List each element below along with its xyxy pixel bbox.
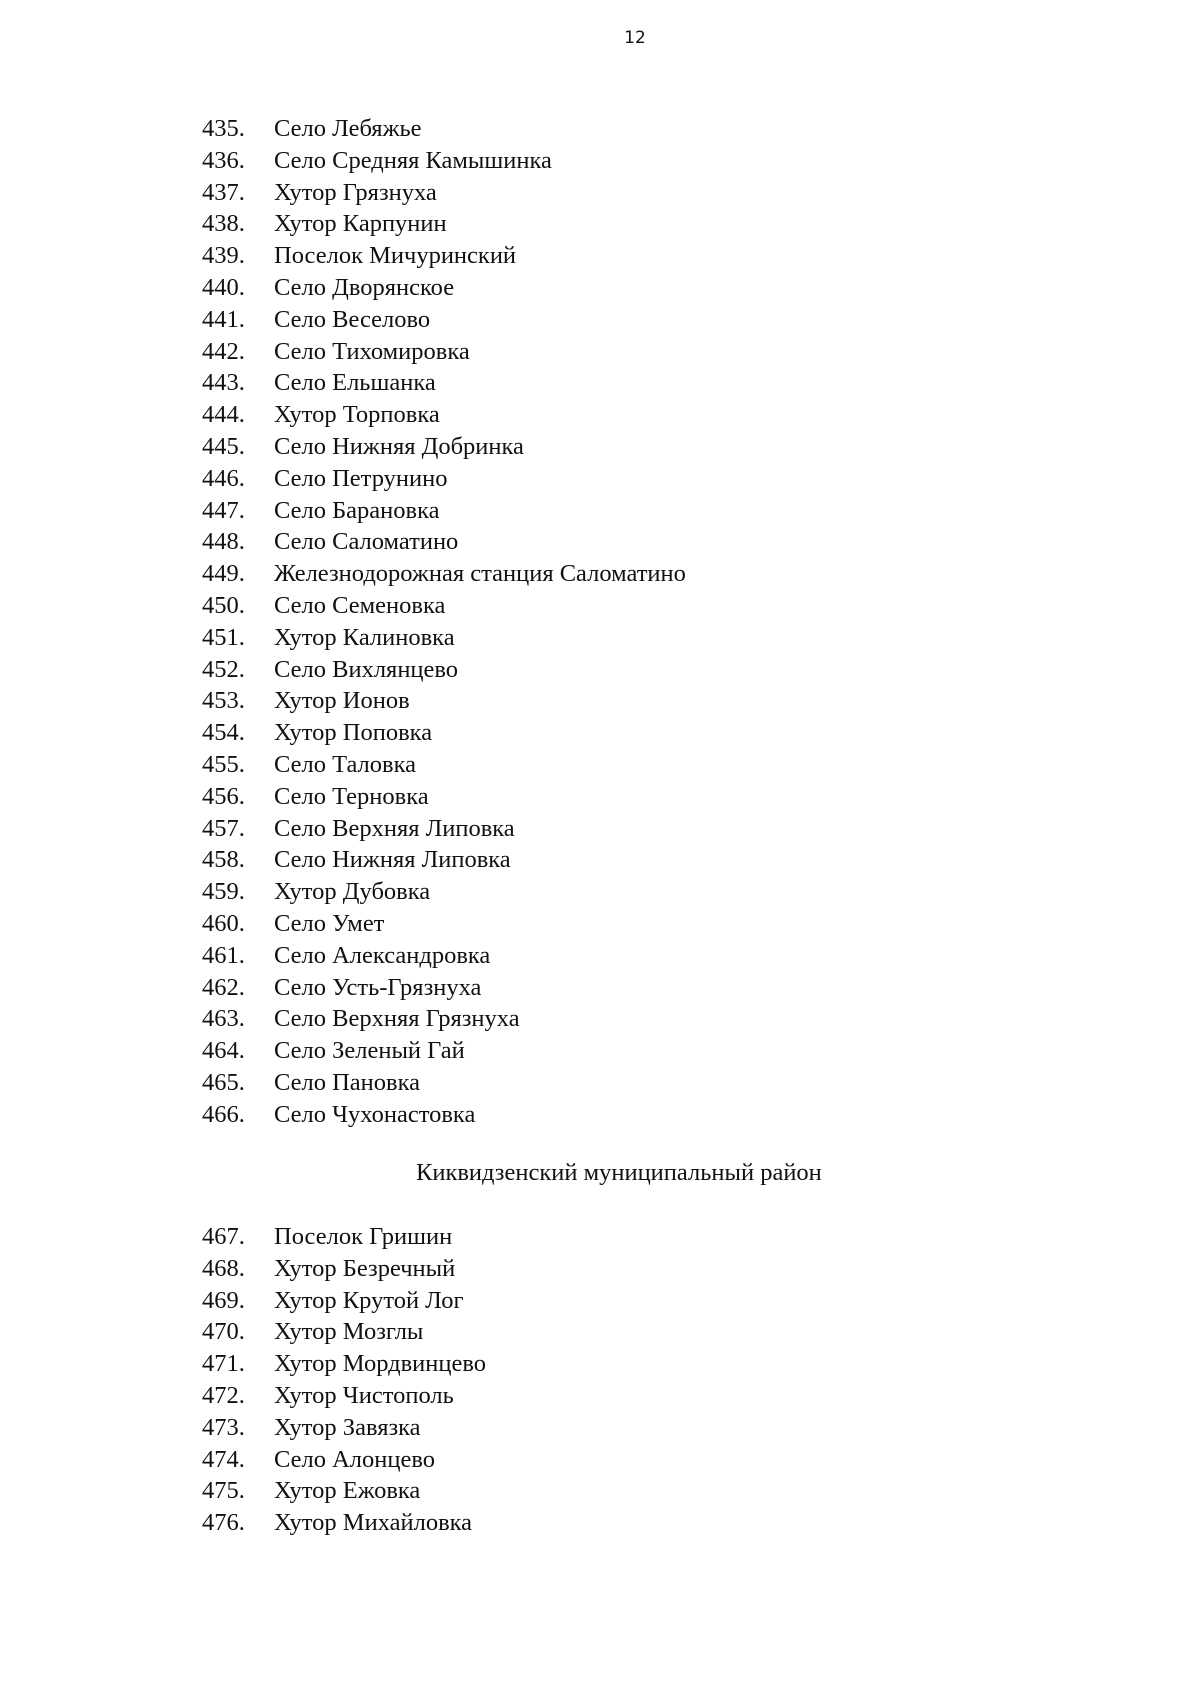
item-number: 447. <box>202 496 245 524</box>
list-item <box>202 272 686 304</box>
list-item <box>202 781 686 813</box>
settlement-name: Железнодорожная станция Саломатино <box>274 560 686 588</box>
item-number: 475. <box>202 1477 245 1505</box>
list-item <box>202 1348 486 1380</box>
item-number: 469. <box>202 1286 245 1314</box>
list-item <box>202 431 686 463</box>
list-item <box>202 1475 486 1507</box>
list-item <box>202 844 686 876</box>
settlement-name: Хутор Безречный <box>274 1254 456 1282</box>
item-number: 455. <box>202 750 245 778</box>
settlement-name: Село Верхняя Липовка <box>274 814 515 842</box>
settlement-name: Хутор Дубовка <box>274 878 431 906</box>
settlement-name: Хутор Калиновка <box>274 623 455 651</box>
settlement-name: Село Алонцево <box>274 1445 436 1473</box>
item-number: 458. <box>202 846 245 874</box>
list-item <box>202 1099 686 1131</box>
list-item <box>202 367 686 399</box>
settlement-name: Село Барановка <box>274 496 440 524</box>
item-number: 453. <box>202 687 245 715</box>
item-number: 451. <box>202 623 245 651</box>
settlement-name: Село Усть-Грязнуха <box>274 973 482 1001</box>
list-item <box>202 1444 486 1476</box>
list-item <box>202 558 686 590</box>
settlement-name: Село Тихомировка <box>274 337 470 365</box>
settlement-name: Село Вихлянцево <box>274 655 459 683</box>
list-item <box>202 526 686 558</box>
item-number: 452. <box>202 655 245 683</box>
item-number: 449. <box>202 560 245 588</box>
settlement-name: Хутор Ионов <box>274 687 410 715</box>
item-number: 448. <box>202 528 245 556</box>
list-item <box>202 813 686 845</box>
item-number: 445. <box>202 432 245 460</box>
list-item <box>202 717 686 749</box>
list-item <box>202 304 686 336</box>
settlement-name: Хутор Грязнуха <box>274 178 437 206</box>
settlement-name: Село Саломатино <box>274 528 459 556</box>
settlement-list <box>202 1221 486 1539</box>
settlement-name: Село Петрунино <box>274 464 448 492</box>
list-item <box>202 972 686 1004</box>
item-number: 466. <box>202 1100 245 1128</box>
list-item <box>202 590 686 622</box>
item-number: 464. <box>202 1037 245 1065</box>
settlement-name: Хутор Мозглы <box>274 1318 424 1346</box>
list-item <box>202 685 686 717</box>
settlement-name: Хутор Чистополь <box>274 1381 454 1409</box>
item-number: 470. <box>202 1318 245 1346</box>
list-item <box>202 622 686 654</box>
settlement-name: Село Умет <box>274 909 385 937</box>
list-item <box>202 1316 486 1348</box>
item-number: 450. <box>202 591 245 619</box>
list-item <box>202 177 686 209</box>
item-number: 435. <box>202 115 245 142</box>
list-item <box>202 654 686 686</box>
item-number: 471. <box>202 1350 245 1378</box>
list-item <box>202 240 686 272</box>
item-number: 465. <box>202 1068 245 1096</box>
item-number: 446. <box>202 464 245 492</box>
item-number: 460. <box>202 909 245 937</box>
item-number: 476. <box>202 1509 245 1537</box>
item-number: 462. <box>202 973 245 1001</box>
settlement-list <box>202 113 686 1131</box>
list-item <box>202 463 686 495</box>
settlement-name: Село Таловка <box>274 750 417 778</box>
item-number: 463. <box>202 1005 245 1033</box>
item-number: 472. <box>202 1381 245 1409</box>
settlement-name: Хутор Михайловка <box>274 1509 473 1537</box>
section-heading: Киквидзенский муниципальный район <box>416 1159 822 1186</box>
item-number: 444. <box>202 401 245 429</box>
settlement-name: Хутор Завязка <box>274 1413 421 1441</box>
item-number: 467. <box>202 1223 245 1250</box>
item-number: 441. <box>202 305 245 333</box>
list-item <box>202 908 686 940</box>
settlement-name: Хутор Крутой Лог <box>274 1286 464 1314</box>
settlement-name: Хутор Торповка <box>274 401 440 429</box>
list-item <box>202 1003 686 1035</box>
list-item <box>202 495 686 527</box>
settlement-name: Поселок Мичуринский <box>274 242 517 270</box>
settlement-name: Село Верхняя Грязнуха <box>274 1005 520 1033</box>
item-number: 440. <box>202 273 245 301</box>
item-number: 474. <box>202 1445 245 1473</box>
list-item <box>202 1507 486 1539</box>
settlement-name: Село Зеленый Гай <box>274 1037 465 1065</box>
list-item <box>202 113 686 145</box>
list-item <box>202 399 686 431</box>
list-item <box>202 1380 486 1412</box>
item-number: 436. <box>202 146 245 174</box>
item-number: 473. <box>202 1413 245 1441</box>
settlement-name: Село Нижняя Липовка <box>274 846 511 874</box>
settlement-name: Село Александровка <box>274 941 491 969</box>
list-item <box>202 940 686 972</box>
item-number: 442. <box>202 337 245 365</box>
settlement-name: Хутор Карпунин <box>274 210 447 238</box>
item-number: 461. <box>202 941 245 969</box>
list-item <box>202 336 686 368</box>
list-item <box>202 145 686 177</box>
list-item <box>202 1221 486 1253</box>
list-item <box>202 1067 686 1099</box>
item-number: 459. <box>202 878 245 906</box>
item-number: 437. <box>202 178 245 206</box>
settlement-name: Село Дворянское <box>274 273 455 301</box>
settlement-name: Хутор Ежовка <box>274 1477 421 1505</box>
list-item <box>202 1412 486 1444</box>
settlement-name: Село Пановка <box>274 1068 421 1096</box>
settlement-name: Село Нижняя Добринка <box>274 432 524 460</box>
list-item <box>202 1285 486 1317</box>
settlement-name: Хутор Мордвинцево <box>274 1350 487 1378</box>
item-number: 443. <box>202 369 245 397</box>
list-item <box>202 208 686 240</box>
item-number: 454. <box>202 719 245 747</box>
settlement-name: Село Чухонастовка <box>274 1100 476 1128</box>
item-number: 439. <box>202 242 245 270</box>
list-item <box>202 876 686 908</box>
item-number: 456. <box>202 782 245 810</box>
item-number: 438. <box>202 210 245 238</box>
settlement-name: Село Веселово <box>274 305 431 333</box>
list-item <box>202 1035 686 1067</box>
list-item <box>202 1253 486 1285</box>
item-number: 457. <box>202 814 245 842</box>
settlement-name: Село Семеновка <box>274 591 446 619</box>
settlement-name: Село Ельшанка <box>274 369 436 397</box>
settlement-name: Село Лебяжье <box>274 115 422 142</box>
item-number: 468. <box>202 1254 245 1282</box>
settlement-name: Село Средняя Камышинка <box>274 146 552 174</box>
settlement-name: Село Терновка <box>274 782 429 810</box>
settlement-name: Поселок Гришин <box>274 1223 453 1250</box>
list-item <box>202 749 686 781</box>
settlement-name: Хутор Поповка <box>274 719 433 747</box>
page-number: 12 <box>624 28 646 48</box>
